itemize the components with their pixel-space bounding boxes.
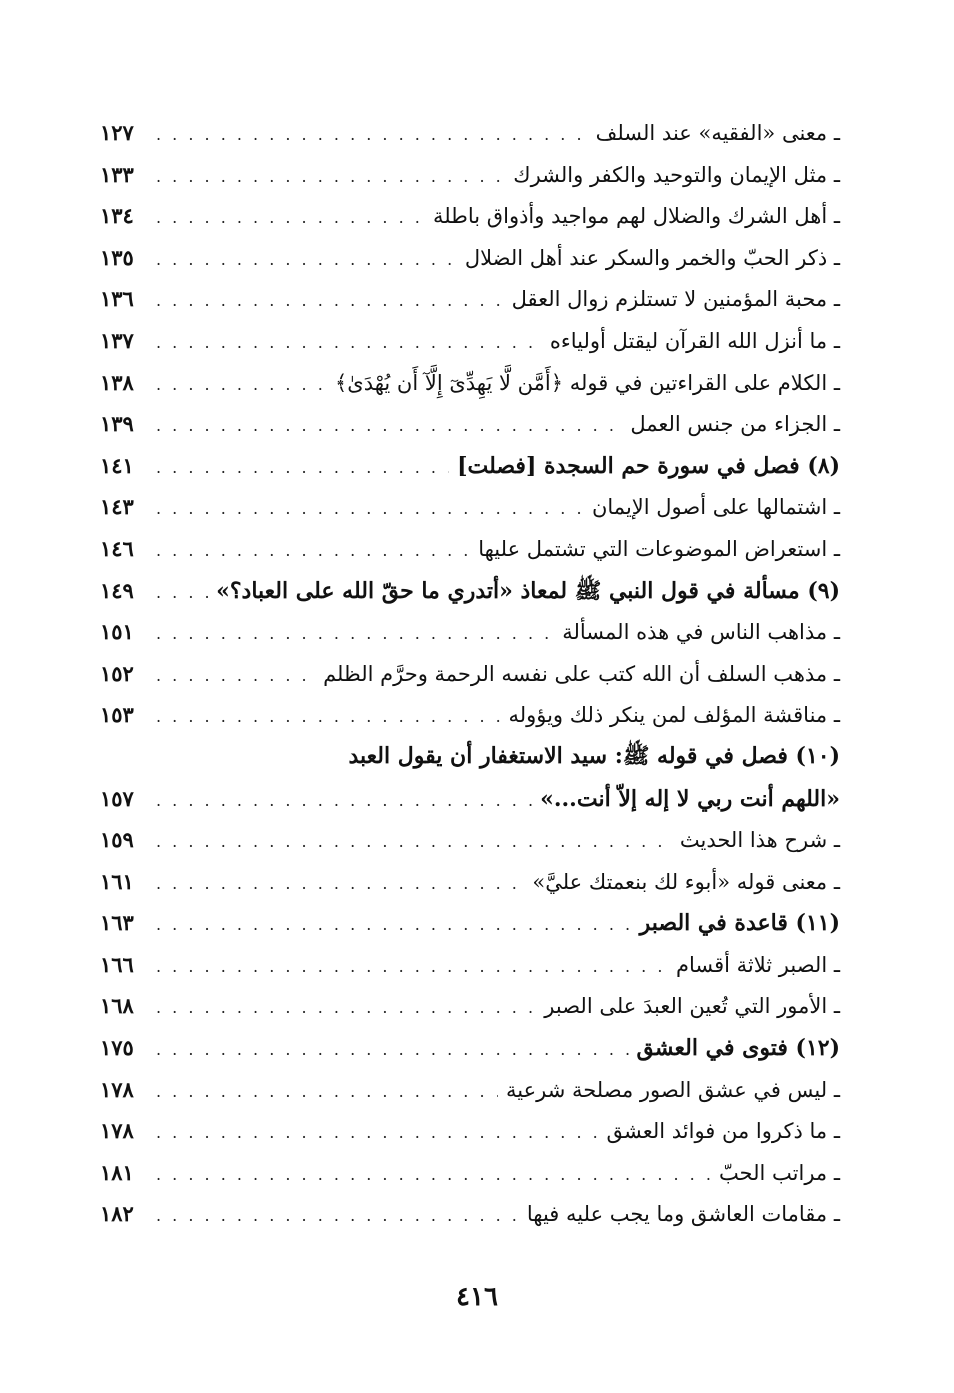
dot-leader <box>156 405 622 447</box>
toc-page-number: ١٧٥ <box>100 1035 134 1061</box>
dot-leader <box>156 1195 519 1237</box>
toc-entry-row <box>100 112 840 154</box>
toc-heading-row <box>100 736 840 778</box>
dot-leader <box>156 821 672 863</box>
toc-entry-row <box>100 1152 840 1194</box>
dot-leader <box>156 1071 498 1113</box>
toc-entry-title: ـ الأمور التي تُعين العبدَ على الصبر <box>544 994 840 1019</box>
dot-leader <box>156 530 470 572</box>
toc-heading-row <box>100 445 840 487</box>
toc-page-number: ١٨٢ <box>100 1201 134 1227</box>
dot-leader <box>156 156 505 198</box>
toc-page-number: ١٥٧ <box>100 785 134 811</box>
toc-page-number: ١٣٦ <box>100 286 134 312</box>
toc-entry-title: ـ الجزاء من جنس العمل <box>630 412 840 437</box>
toc-heading-row <box>100 1027 840 1069</box>
toc-entry-row <box>100 985 840 1027</box>
toc-page-number: ١٤١ <box>100 452 134 478</box>
toc-entry-title: (١٠) فصل في قوله ﷺ: سيد الاستغفار أن يقول العبد <box>348 742 840 769</box>
dot-leader <box>156 197 425 239</box>
toc-entry-row <box>100 1193 840 1235</box>
toc-entry-row <box>100 653 840 695</box>
toc-entry-title: (١١) قاعدة في الصبر <box>639 910 840 937</box>
toc-entry-title: ـ معنى قوله «أبوء لك بنعمتك عليَّ» <box>532 869 840 894</box>
dot-leader <box>156 322 542 364</box>
toc-entry-row <box>100 320 840 362</box>
toc-entry-title: (٨) فصل في سورة حم السجدة [فصلت] <box>457 452 840 479</box>
toc-entry-title: ـ استعراض الموضوعات التي تشتمل عليها <box>478 536 840 561</box>
toc-heading-row <box>100 570 840 612</box>
toc-entry-row <box>100 403 840 445</box>
toc-entry-title: (١٢) فتوى في العشق <box>636 1035 840 1062</box>
toc-entry-row <box>100 1069 840 1111</box>
toc-entry-row <box>100 278 840 320</box>
toc-page-number: ١٧٨ <box>100 1076 134 1102</box>
toc-entry-title: ـ شرح هذا الحديث <box>679 828 840 853</box>
toc-entry-title: ـ مثل الإيمان والتوحيد والكفر والشرك <box>513 162 840 187</box>
toc-entry-row <box>100 944 840 986</box>
toc-page-number: ١٣٨ <box>100 369 134 395</box>
toc-entry-row <box>100 611 840 653</box>
toc-page-number: ١٦٦ <box>100 951 134 977</box>
toc-entry-row <box>100 528 840 570</box>
toc-page-number: ١٦١ <box>100 868 134 894</box>
page-number: ٤١٦ <box>456 1282 498 1312</box>
toc-page-number: ١٣٣ <box>100 161 134 187</box>
dot-leader <box>156 1154 711 1196</box>
toc-entry-title: ـ مذهب السلف أن الله كتب على نفسه الرحمة وحرَّم الظلم <box>323 661 840 686</box>
toc-entry-title: «اللهم أنت ربي لا إله إلاّ أنت...» <box>540 785 840 812</box>
toc-page-number: ١٥١ <box>100 619 134 645</box>
toc-page-number: ١٣٤ <box>100 203 134 229</box>
dot-leader <box>156 364 327 406</box>
dot-leader <box>156 447 449 489</box>
toc-page-number: ١٥٩ <box>100 827 134 853</box>
toc-entry-title: (٩) مسألة في قول النبي ﷺ لمعاذ «أتدري ما حقّ الله على العباد؟» <box>216 577 840 604</box>
toc-page-number: ١٥٢ <box>100 660 134 686</box>
dot-leader <box>156 987 536 1029</box>
toc-entry-title: ـ مناقشة المؤلف لمن ينكر ذلك ويؤوله <box>508 703 840 728</box>
dot-leader <box>156 613 554 655</box>
dot-leader <box>156 239 457 281</box>
toc-page-number: ١٣٧ <box>100 327 134 353</box>
toc-page-number: ١٣٩ <box>100 411 134 437</box>
dot-leader <box>156 696 500 738</box>
toc-entry-title: ـ معنى «الفقيه» عند السلف <box>595 121 840 145</box>
dot-leader <box>156 488 584 530</box>
dot-leader <box>156 946 668 988</box>
toc-entry-title: ـ مذاهب الناس في هذه المسألة <box>562 620 840 645</box>
toc-entry-row <box>100 694 840 736</box>
toc-entry-title: ـ مقامات العاشق وما يجب عليه فيها <box>526 1202 840 1227</box>
toc-entry-title: ـ ذكر الحبّ والخمر والسكر عند أهل الضلال <box>464 245 840 270</box>
dot-leader <box>156 1029 629 1071</box>
toc-page-number: ١٤٩ <box>100 577 134 603</box>
dot-leader <box>156 780 532 822</box>
toc-page-number: ١٢٧ <box>100 120 134 145</box>
toc-entry-title: ـ ما ذكروا من فوائد العشق <box>606 1119 840 1144</box>
dot-leader <box>156 280 504 322</box>
dot-leader <box>156 572 208 614</box>
toc-entry-title: ـ اشتمالها على أصول الإيمان <box>591 495 840 520</box>
toc-entry-row <box>100 486 840 528</box>
toc-entry-title: ـ محبة المؤمنين لا تستلزم زوال العقل <box>511 287 840 312</box>
dot-leader <box>156 655 315 697</box>
toc-heading-row <box>100 902 840 944</box>
toc-page-number: ١٣٥ <box>100 244 134 270</box>
dot-leader <box>156 863 524 905</box>
toc-entry-row <box>100 861 840 903</box>
toc-page-number: ١٤٦ <box>100 535 134 561</box>
toc-entry-row <box>100 237 840 279</box>
toc-page-number: ١٦٣ <box>100 910 134 936</box>
toc-entry-title: ـ مراتب الحبّ <box>718 1160 840 1185</box>
toc-page-number: ١٥٣ <box>100 702 134 728</box>
toc-page-number: ١٧٨ <box>100 1118 134 1144</box>
toc-page-number: ١٤٣ <box>100 494 134 520</box>
toc-entry-title: ـ ما أنزل الله القرآن ليقتل أولياءه <box>549 328 840 353</box>
toc-page-number: ١٦٨ <box>100 993 134 1019</box>
table-of-contents <box>100 112 840 1235</box>
toc-entry-title: ـ الصبر ثلاثة أقسام <box>675 952 840 977</box>
dot-leader <box>156 114 588 156</box>
toc-entry-row <box>100 195 840 237</box>
dot-leader <box>156 1112 598 1154</box>
toc-heading-row <box>100 778 840 820</box>
toc-entry-row <box>100 1110 840 1152</box>
toc-entry-title: ـ الكلام على القراءتين في قوله ﴿أَمَّن لَّا يَهِدِّىٓ إِلَّآ أَن يُهْدَىٰ﴾ <box>334 370 840 395</box>
toc-entry-title: ـ ليس في عشق الصور مصلحة شرعية <box>505 1077 840 1102</box>
toc-entry-row <box>100 154 840 196</box>
toc-page-number: ١٨١ <box>100 1159 134 1185</box>
toc-entry-row <box>100 362 840 404</box>
toc-entry-title: ـ أهل الشرك والضلال لهم مواجيد وأذواق باطلة <box>432 204 840 229</box>
toc-entry-row <box>100 819 840 861</box>
dot-leader <box>156 904 632 946</box>
